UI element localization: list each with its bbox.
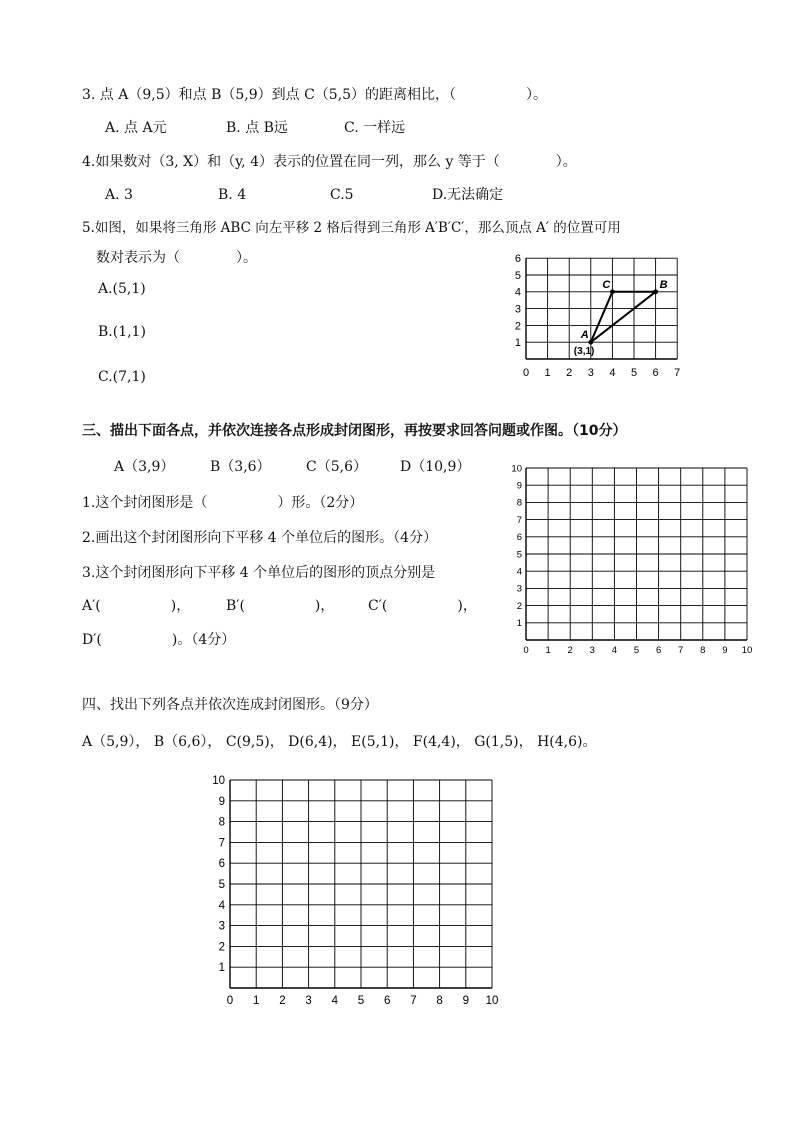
q5-y-tick-2: 2 (514, 320, 521, 333)
question-5-stem-line2: 数对表示为（ ）。 (96, 250, 257, 266)
q5-x-tick-4: 4 (609, 367, 616, 379)
point-a-label: A (580, 329, 589, 342)
s4-x-tick-4: 4 (331, 995, 339, 1007)
s4-x-tick-2: 2 (279, 995, 286, 1007)
question-3-option-b: B. 点 B远 (226, 120, 288, 136)
s3-x-tick-5: 5 (633, 645, 640, 656)
s4-x-tick-1: 1 (252, 995, 260, 1007)
s3-x-tick-1: 1 (545, 645, 551, 656)
q5-x-tick-1: 1 (544, 367, 551, 379)
s3-x-tick-2: 2 (567, 645, 573, 656)
s4-y-tick-5: 5 (218, 879, 225, 892)
question-4-option-a: A. 3 (105, 187, 133, 203)
s4-y-tick-7: 7 (218, 837, 225, 850)
section-3-point-d: D（10,9） (400, 459, 471, 475)
point-c-label: C (602, 278, 611, 291)
s4-y-tick-8: 8 (218, 816, 225, 829)
section-4-title: 四、找出下列各点并依次连成封闭图形。（9分） (82, 697, 378, 713)
point-b-dot (653, 289, 658, 294)
section-3-question-2: 2.画出这个封闭图形向下平移 4 个单位后的图形。（4分） (82, 530, 438, 546)
s3-y-tick-1: 1 (516, 618, 522, 630)
section-4-grid[interactable] (205, 770, 505, 1012)
section-3-question-3: 3.这个封闭图形向下平移 4 个单位后的图形的顶点分别是 (82, 565, 436, 581)
section-3-point-c: C（5,6） (306, 459, 367, 475)
s3-x-tick-0: 0 (523, 645, 529, 656)
q5-x-tick-7: 7 (674, 367, 681, 379)
s3-y-tick-5: 5 (516, 549, 522, 561)
section-3-point-a: A（3,9） (114, 459, 175, 475)
s3-y-tick-6: 6 (516, 532, 522, 544)
q5-y-tick-6: 6 (514, 253, 521, 266)
s3-y-tick-7: 7 (516, 514, 522, 526)
s4-y-tick-9: 9 (218, 795, 225, 808)
s3-x-tick-3: 3 (589, 645, 595, 656)
s4-x-tick-6: 6 (383, 995, 391, 1007)
s4-y-tick-3: 3 (218, 920, 225, 933)
s4-y-tick-4: 4 (218, 899, 225, 912)
section-3-grid[interactable] (506, 458, 756, 658)
section-3-answer-c-prime: C′( )， (368, 598, 477, 614)
point-b-label: B (659, 278, 668, 291)
s3-x-tick-9: 9 (722, 645, 728, 656)
question-3-option-a: A. 点 A元 (105, 120, 167, 136)
s3-x-tick-8: 8 (700, 645, 706, 656)
section-3-point-b: B（3,6） (210, 459, 271, 475)
question-4-option-c: C.5 (330, 187, 354, 203)
q5-x-tick-6: 6 (652, 367, 659, 379)
s4-x-tick-0: 0 (226, 995, 234, 1007)
triangle-abc (591, 292, 656, 342)
section-3-answer-d-prime: D′( )。（4分） (82, 632, 236, 648)
section-3-answer-a-prime: A′( )， (82, 598, 191, 614)
question-5-grid-lines (526, 258, 677, 359)
s4-y-tick-1: 1 (218, 962, 225, 975)
q5-x-tick-5: 5 (630, 367, 638, 379)
question-3-option-c: C. 一样远 (344, 120, 406, 136)
q5-y-tick-1: 1 (514, 337, 521, 350)
s3-y-tick-9: 9 (516, 480, 522, 492)
q5-x-tick-0: 0 (522, 367, 530, 379)
s3-x-tick-6: 6 (655, 645, 662, 656)
s3-y-tick-4: 4 (516, 566, 522, 578)
question-4-stem: 4.如果数对（3, X）和（y, 4）表示的位置在同一列，那么 y 等于（ ）。 (82, 154, 577, 170)
q5-y-tick-4: 4 (514, 286, 521, 299)
s4-x-tick-10: 10 (485, 995, 499, 1007)
question-4-option-b: B. 4 (218, 187, 247, 203)
s3-y-tick-8: 8 (516, 497, 522, 509)
question-5-option-c: C.(7,1) (98, 369, 146, 385)
question-4-option-d: D.无法确定 (432, 187, 504, 203)
section-3-question-1: 1.这个封闭图形是（ ）形。（2分） (82, 495, 364, 511)
section-3-title: 三、描出下面各点，并依次连接各点形成封闭图形，再按要求回答问题或作图。（10分） (82, 423, 627, 439)
s3-y-tick-3: 3 (516, 583, 522, 595)
point-a-dot (588, 340, 593, 345)
q5-x-tick-2: 2 (566, 367, 573, 379)
s4-y-tick-2: 2 (218, 941, 225, 954)
s4-y-tick-6: 6 (218, 858, 225, 871)
s4-x-tick-8: 8 (436, 995, 443, 1007)
q5-x-tick-3: 3 (587, 367, 594, 379)
s4-x-tick-7: 7 (410, 995, 417, 1007)
question-5-option-a: A.(5,1) (98, 281, 146, 297)
s4-x-tick-9: 9 (462, 995, 470, 1007)
s4-x-tick-5: 5 (357, 995, 365, 1007)
s3-y-tick-2: 2 (516, 600, 522, 612)
section-4-points: A（5,9）， B（6,6）， C(9,5)， D(6,4)， E(5,1)， F(4,4)， G(1,5)， H(4,6)。 (82, 734, 597, 750)
question-5-stem-line1: 5.如图，如果将三角形 ABC 向左平移 2 格后得到三角形 A′B′C′，那么顶点 A′ 的位置可用 (82, 220, 621, 236)
s3-x-tick-7: 7 (678, 645, 684, 656)
s4-x-tick-3: 3 (305, 995, 312, 1007)
s3-x-tick-10: 10 (741, 645, 753, 656)
q5-y-tick-3: 3 (514, 303, 521, 316)
question-3-stem: 3. 点 A（9,5）和点 B（5,9）到点 C（5,5）的距离相比，（ ）。 (82, 87, 548, 103)
question-5-option-b: B.(1,1) (98, 324, 146, 340)
q5-y-tick-5: 5 (514, 269, 521, 282)
point-c-dot (610, 289, 615, 294)
question-5-grid-figure (508, 252, 690, 382)
s3-y-tick-10: 10 (511, 463, 522, 475)
section-3-answer-b-prime: B′( )， (226, 598, 335, 614)
point-a-coordinate-label: (3,1) (573, 346, 595, 358)
s3-x-tick-4: 4 (611, 645, 618, 656)
s4-y-tick-10: 10 (212, 775, 225, 788)
